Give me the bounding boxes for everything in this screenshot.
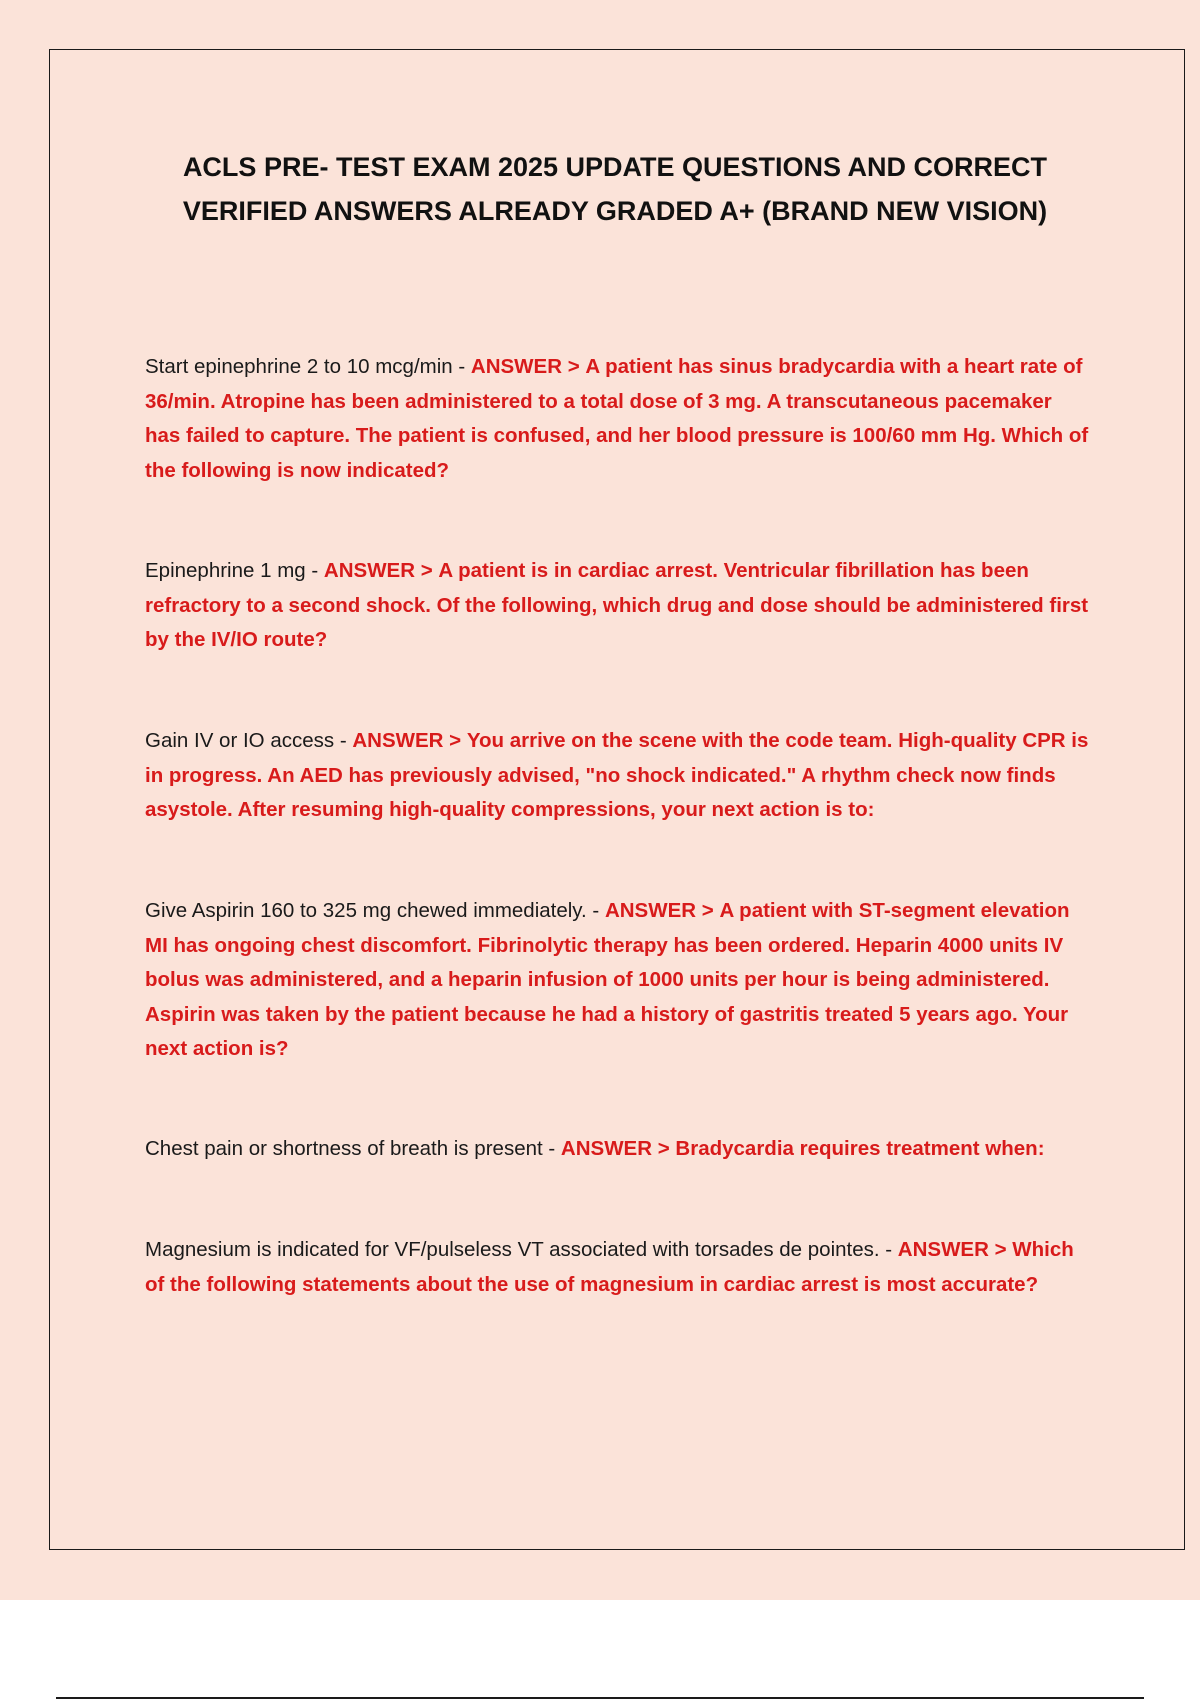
- document-title: [100, 145, 1130, 233]
- answer-text: Magnesium is indicated for VF/pulseless VT associated with torsades de pointes.: [145, 1238, 880, 1261]
- separator: -: [879, 1238, 898, 1261]
- qa-item-5: [145, 1132, 1090, 1167]
- qa-item-2: [145, 554, 1090, 658]
- answer-text: Chest pain or shortness of breath is present: [145, 1137, 543, 1160]
- separator: -: [452, 355, 471, 378]
- separator: -: [586, 899, 605, 922]
- qa-item-1: [145, 350, 1090, 488]
- separator: -: [334, 729, 353, 752]
- title-line-1: ACLS PRE- TEST EXAM 2025 UPDATE QUESTIONS AND CORRECT: [182, 152, 1048, 182]
- answer-marker: ANSWER >: [352, 729, 462, 752]
- answer-marker: ANSWER >: [323, 559, 433, 582]
- answer-marker: ANSWER >: [897, 1238, 1007, 1261]
- answer-text: Give Aspirin 160 to 325 mg chewed immediately.: [145, 899, 587, 922]
- title-line-2: VERIFIED ANSWERS ALREADY GRADED A+ (BRAND NEW VISION): [182, 196, 1048, 226]
- answer-text: Gain IV or IO access: [145, 729, 335, 752]
- qa-item-3: [145, 724, 1090, 828]
- answer-marker: ANSWER >: [560, 1137, 670, 1160]
- question-text: You arrive on the scene with the code team. High-quality CPR is in progress. An AED has previously advised, "no shock indicated." A rhythm check now finds asystole. After resuming high-quality compressions, your next action is to:: [145, 729, 1089, 821]
- answer-marker: ANSWER >: [604, 899, 714, 922]
- separator: -: [542, 1137, 561, 1160]
- question-text: A patient with ST-segment elevation MI has ongoing chest discomfort. Fibrinolytic therapy has been ordered. Heparin 4000 units IV bolus was administered, and a heparin infusion of 1000 units per hour is being administered. Aspirin was taken by the patient because he had a history of gastritis treated 5 years ago. Your next action is?: [145, 899, 1070, 1060]
- separator: -: [305, 559, 324, 582]
- question-text: Bradycardia requires treatment when:: [675, 1137, 1045, 1160]
- question-text: A patient has sinus bradycardia with a heart rate of 36/min. Atropine has been administered to a total dose of 3 mg. A transcutaneous pacemaker has failed to capture. The patient is confused, and her blood pressure is 100/60 mm Hg. Which of the following is now indicated?: [145, 355, 1089, 482]
- qa-item-6: [145, 1233, 1090, 1302]
- question-text: A patient is in cardiac arrest. Ventricular fibrillation has been refractory to a second shock. Of the following, which drug and dose should be administered first by the IV/IO route?: [145, 559, 1089, 651]
- answer-text: Start epinephrine 2 to 10 mcg/min: [145, 355, 453, 378]
- answer-marker: ANSWER >: [470, 355, 580, 378]
- qa-item-4: [145, 894, 1090, 1067]
- answer-text: Epinephrine 1 mg: [145, 559, 306, 582]
- footer-rule: [56, 1697, 1144, 1699]
- question-text: Which of the following statements about the use of magnesium in cardiac arrest is most accurate?: [145, 1238, 1074, 1296]
